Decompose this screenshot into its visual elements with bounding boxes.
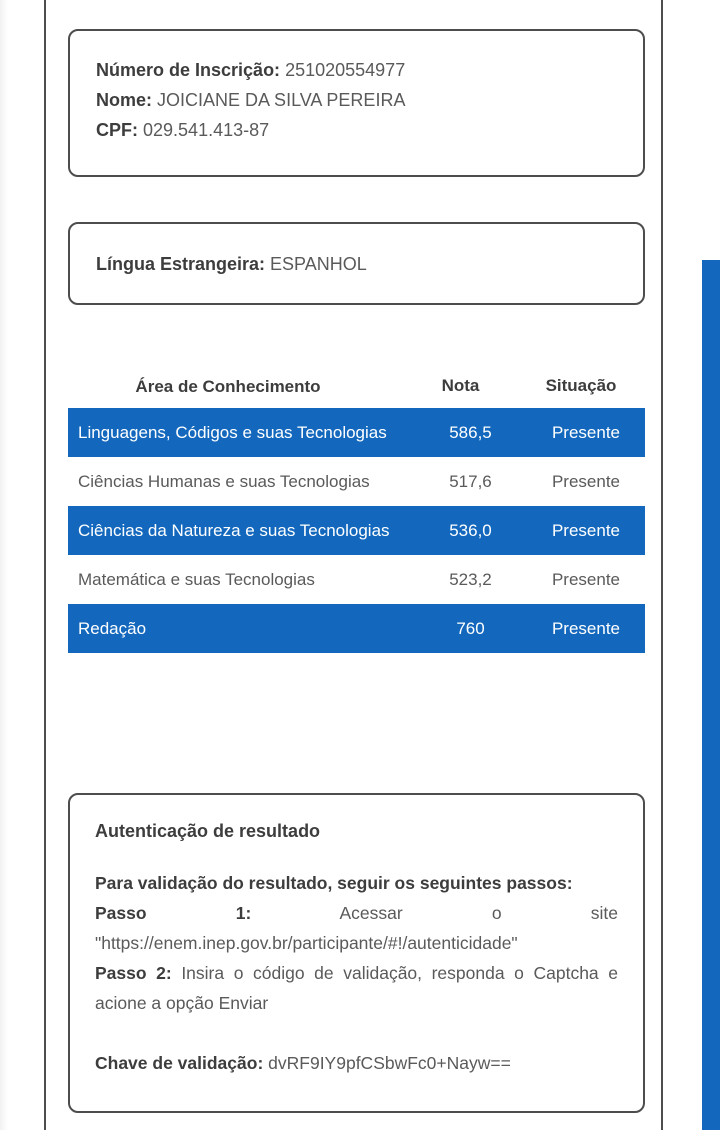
- validation-key-value: dvRF9IY9pfCSbwFc0+Nayw==: [268, 1053, 511, 1073]
- header-area: Área de Conhecimento: [135, 376, 321, 396]
- name-value: JOICIANE DA SILVA PEREIRA: [157, 90, 406, 110]
- left-gutter: [0, 0, 8, 1130]
- cell-area: Ciências da Natureza e suas Tecnologias: [78, 521, 390, 540]
- header-situacao: Situação: [545, 376, 617, 395]
- cell-area: Redação: [78, 619, 147, 638]
- table-row: [68, 604, 645, 653]
- cell-nota: 517,6: [449, 471, 492, 491]
- table-row: [68, 408, 645, 457]
- cell-situacao: Presente: [551, 520, 621, 540]
- header-nota: Nota: [441, 376, 480, 395]
- cell-area: Ciências Humanas e suas Tecnologias: [78, 472, 370, 491]
- cell-situacao: Presente: [551, 422, 621, 442]
- language-value: ESPANHOL: [270, 253, 367, 274]
- name-label: Nome:: [96, 90, 153, 110]
- table-body: [68, 408, 645, 653]
- step1-text: Acessar o site "https://enem.inep.gov.br/participante/#!/autenticidade": [95, 903, 619, 953]
- content-column: [46, 0, 661, 1130]
- authentication-card: [68, 793, 645, 1113]
- step1-label: Passo 1:: [95, 903, 252, 923]
- step2-text: Insira o código de validação, responda o Captcha e acione a opção Enviar: [95, 963, 618, 1013]
- name-line: [96, 85, 617, 115]
- cell-area: Matemática e suas Tecnologias: [78, 570, 315, 589]
- registration-label: Número de Inscrição:: [96, 60, 281, 80]
- validation-key-label: Chave de validação:: [95, 1053, 264, 1073]
- cpf-value: 029.541.413-87: [143, 120, 270, 140]
- cpf-label: CPF:: [96, 120, 138, 140]
- candidate-info-card: [68, 29, 645, 177]
- table-row: [68, 506, 645, 555]
- registration-line: [96, 55, 617, 85]
- step2-label: Passo 2:: [95, 963, 172, 983]
- cell-nota: 523,2: [449, 569, 492, 589]
- validation-key-line: [95, 1048, 618, 1078]
- table-row: [68, 457, 645, 506]
- vertical-scrollbar-thumb[interactable]: [702, 260, 720, 1130]
- frame-border-right: [661, 0, 663, 1130]
- results-table: [68, 364, 645, 653]
- cell-nota: 760: [456, 618, 485, 638]
- foreign-language-card: [68, 222, 645, 305]
- cell-area: Linguagens, Códigos e suas Tecnologias: [78, 423, 387, 442]
- vertical-scrollbar-track[interactable]: [702, 0, 720, 1130]
- cpf-line: [96, 115, 617, 145]
- registration-value: 251020554977: [285, 60, 406, 80]
- cell-situacao: Presente: [551, 471, 621, 491]
- cell-situacao: Presente: [551, 618, 621, 638]
- table-header-row: [68, 364, 645, 408]
- language-line: [96, 249, 367, 279]
- cell-nota: 536,0: [449, 520, 492, 540]
- language-label: Língua Estrangeira:: [96, 253, 266, 274]
- authentication-title: Autenticação de resultado: [95, 821, 321, 841]
- cell-situacao: Presente: [551, 569, 621, 589]
- authentication-intro: Para validação do resultado, seguir os seguintes passos:: [95, 873, 573, 893]
- cell-nota: 586,5: [449, 422, 492, 442]
- table-row: [68, 555, 645, 604]
- authentication-steps: [95, 868, 618, 1018]
